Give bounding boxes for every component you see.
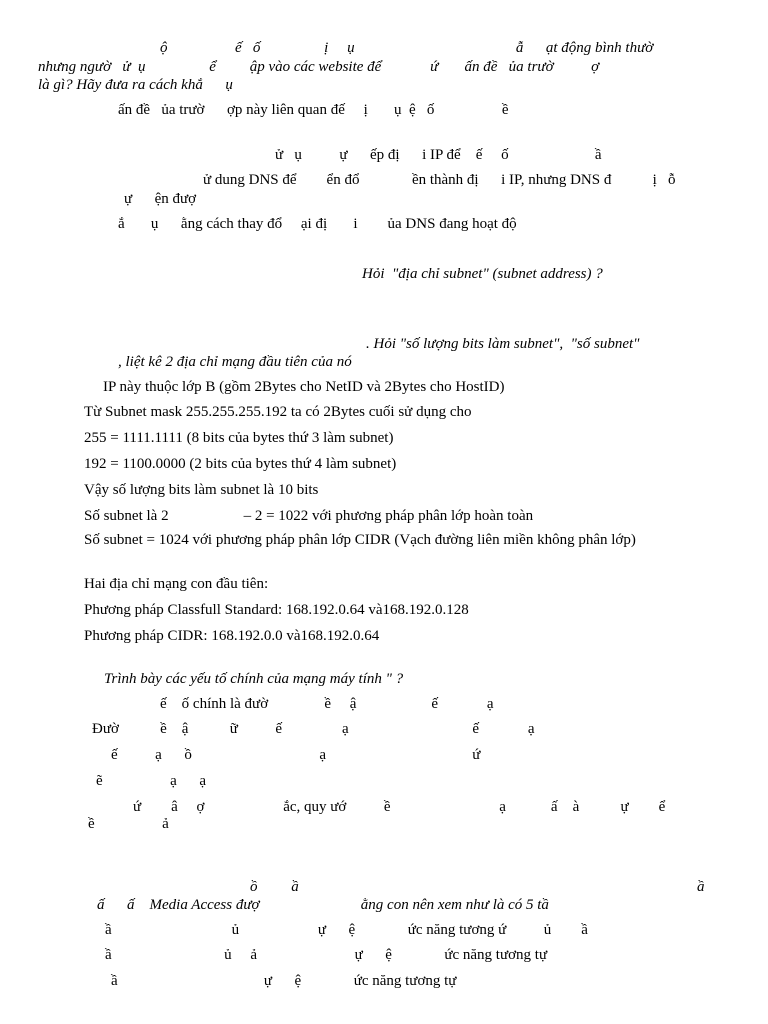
answer-4-line-6: ề ả xyxy=(88,816,169,832)
subnet-count-line: Số subnet là 2 – 2 = 1022 với phương pháp phân lớp hoàn toàn xyxy=(84,508,534,524)
answer-3-line-2: Từ Subnet mask 255.255.255.192 ta có 2Bytes cuối sử dụng cho xyxy=(84,404,472,420)
question-5-line-1b: ầ xyxy=(697,879,705,895)
answer-4-line-1: ế ố chính là đườ ề ậ ế ạ xyxy=(160,696,494,712)
answer-4-line-2: Đườ ề ậ ữ ế ạ ế ạ xyxy=(92,721,535,737)
answer-4-line-3: ế ạ ồ ạ ứ xyxy=(111,747,481,763)
question-3-line-1: . Hỏi "số lượng bits làm subnet", "số subnet" xyxy=(366,336,640,352)
cidr-method-line: Phương pháp CIDR: 168.192.0.0 và168.192.0.64 xyxy=(84,628,380,644)
question-5-line-1a: ồ ầ xyxy=(250,879,299,895)
question-1-line-3: là gì? Hãy đưa ra cách khắ ụ xyxy=(38,77,233,93)
answer-1-line-3: ử dung DNS để ển đổ ền thành đị i IP, nhưng DNS đ ị ỗ xyxy=(203,172,676,188)
first-networks-label: Hai địa chỉ mạng con đầu tiên: xyxy=(84,576,269,592)
answer-3-line-3: 255 = 1111.1111 (8 bits của bytes thứ 3 làm subnet) xyxy=(84,430,394,446)
classfull-line: Phương pháp Classfull Standard: 168.192.0.64 và168.192.0.128 xyxy=(84,602,469,618)
question-5-line-2: ấ ấ Media Access đượ ằng con nên xem như là có 5 tầ xyxy=(97,897,549,913)
answer-5-line-1: ầ ủ ự ệ ức năng tương ứ ủ ầ xyxy=(105,922,588,938)
subnet-cidr-line: Số subnet = 1024 với phương pháp phân lớp CIDR (Vạch đường liên miền không phân lớp) xyxy=(84,532,636,548)
question-4: Trình bày các yếu tố chính của mạng máy tính " ? xyxy=(104,671,404,687)
answer-1-line-2: ử ụ ự ếp đị i IP để ế ố ầ xyxy=(275,147,602,163)
question-3-line-2: , liệt kê 2 địa chỉ mạng đầu tiên của nó xyxy=(118,354,352,370)
answer-4-line-4: ẽ ạ ạ xyxy=(96,773,206,789)
answer-1-line-1: ấn đề ủa trườ ợp này liên quan đế ị ụ ệ ố ề xyxy=(118,102,509,118)
question-2: Hỏi "địa chỉ subnet" (subnet address) ? xyxy=(362,266,603,282)
answer-3-line-5: Vậy số lượng bits làm subnet là 10 bits xyxy=(84,482,319,498)
question-1-line-1: ộ ế ố ị ụ ẫ ạt động bình thườ xyxy=(160,40,654,56)
answer-3-line-4: 192 = 1100.0000 (2 bits của bytes thứ 4 làm subnet) xyxy=(84,456,397,472)
answer-4-line-5: ứ â ợ ắc, quy ướ ề ạ ấ à ự ể xyxy=(133,799,666,815)
answer-3-line-1: IP này thuộc lớp B (gồm 2Bytes cho NetID và 2Bytes cho HostID) xyxy=(103,379,505,395)
answer-1-line-4: ự ện đượ xyxy=(124,191,197,207)
answer-5-line-2: ầ ủ ả ự ệ ức năng tương tự xyxy=(105,947,548,963)
question-1-line-2: nhưng ngườ ử ụ ể ập vào các website để ứ ấn đề ủa trườ ợ xyxy=(38,59,600,75)
answer-1-line-5: ắ ụ ằng cách thay đổ ại đị i ủa DNS đang hoạt độ xyxy=(118,216,517,232)
answer-5-line-3: ầ ự ệ ức năng tương tự xyxy=(111,973,457,989)
